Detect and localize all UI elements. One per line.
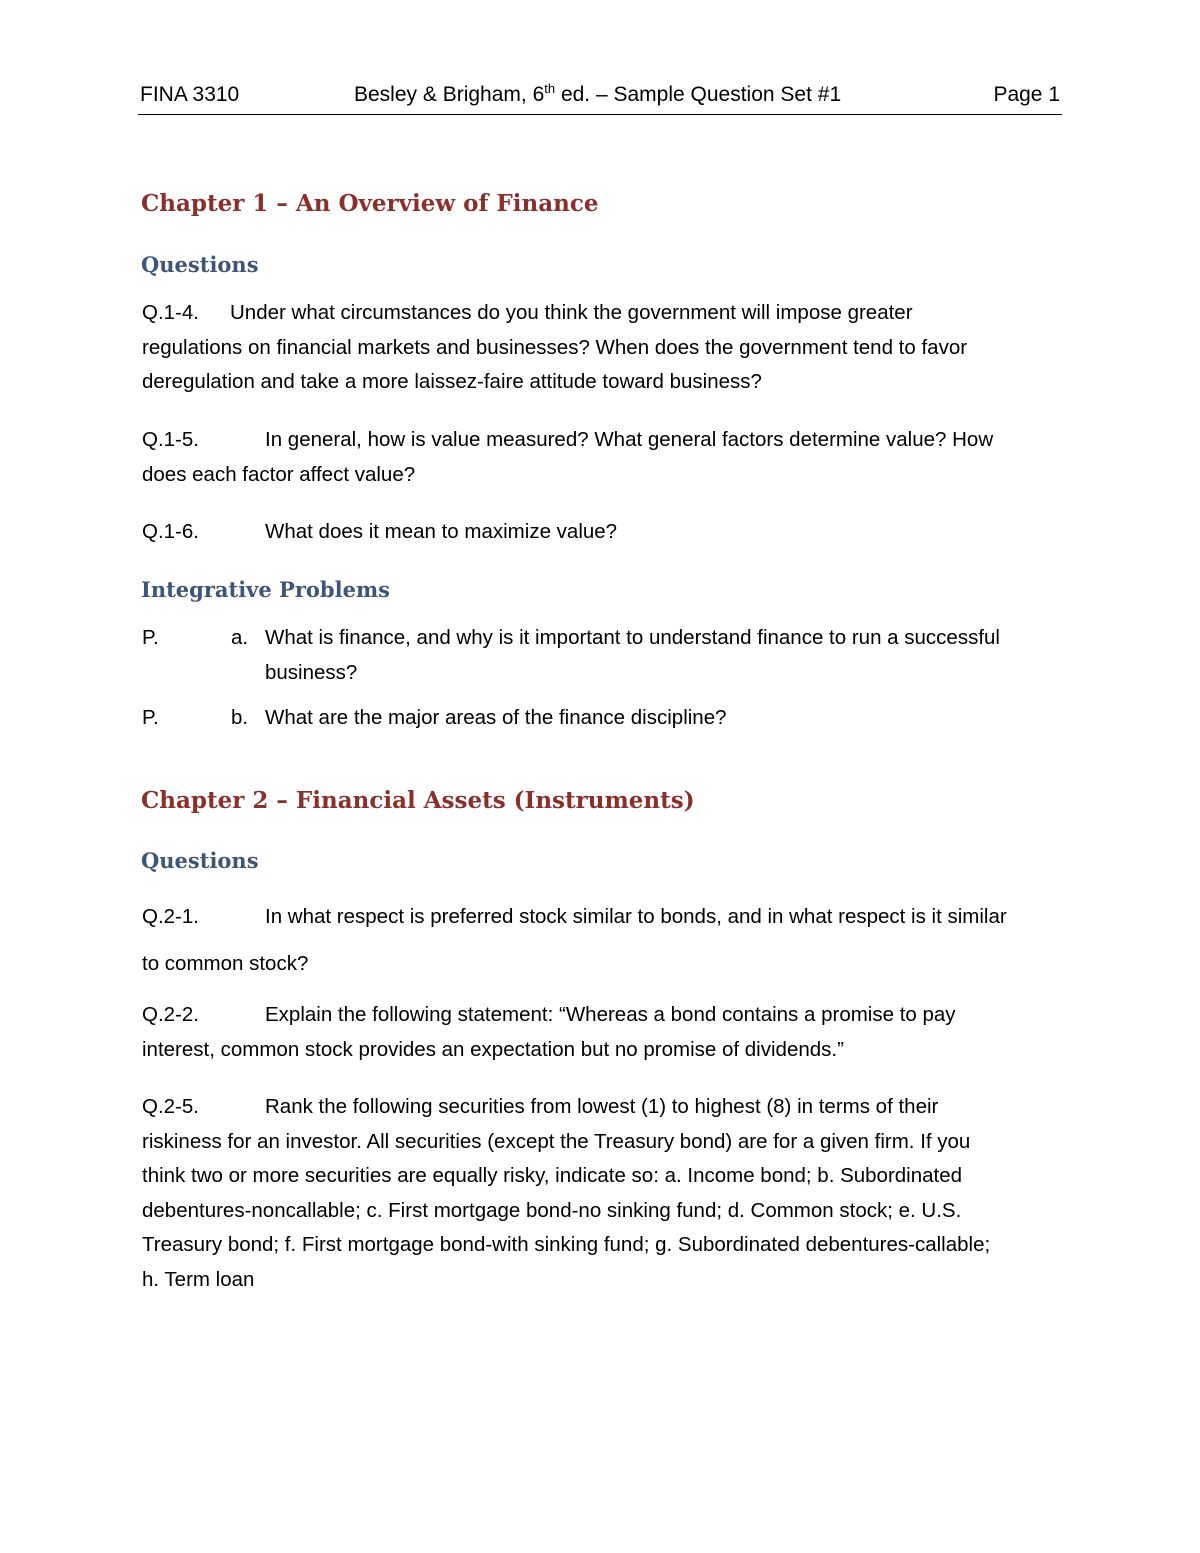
problem-label: P. [142, 706, 159, 729]
question-text: h. Term loan [142, 1267, 255, 1291]
header-title-sup: th [544, 81, 556, 96]
problem-a [142, 621, 1062, 691]
question-1-5 [142, 423, 1062, 492]
question-label: Q.2-5. [142, 1095, 199, 1118]
question-text: Treasury bond; f. First mortgage bond-with sinking fund; g. Subordinated debentures-callable; [142, 1233, 991, 1256]
header-course: FINA 3310 [140, 83, 240, 106]
header-page-number: Page 1 [993, 83, 1060, 106]
question-1-6 [142, 515, 1062, 550]
question-text: riskiness for an investor. All securities (except the Treasury bond) are for a given firm. If you [142, 1129, 971, 1153]
page-header [138, 80, 1062, 115]
question-text: Under what circumstances do you think the government will impose greater [230, 301, 913, 324]
problem-label: P. [142, 626, 159, 649]
question-1-4 [142, 296, 1062, 400]
problem-text: What is finance, and why is it important to understand finance to run a successful [265, 626, 1000, 649]
chapter-2-questions-heading: Questions [141, 848, 259, 873]
question-text: Explain the following statement: “Whereas a bond contains a promise to pay [265, 1003, 956, 1026]
question-text: Rank the following securities from lowest (1) to highest (8) in terms of their [265, 1095, 939, 1118]
problem-sub-label: a. [231, 626, 249, 649]
problem-text: What are the major areas of the finance discipline? [265, 706, 727, 729]
question-text: interest, common stock provides an expectation but no promise of dividends.” [142, 1037, 844, 1061]
chapter-2-title: Chapter 2 – Financial Assets (Instruments) [141, 787, 695, 814]
integrative-problems-heading: Integrative Problems [141, 577, 390, 602]
chapter-1-title: Chapter 1 – An Overview of Finance [141, 190, 599, 217]
problem-b [142, 701, 1062, 736]
question-text: What does it mean to maximize value? [265, 520, 618, 543]
question-text: In general, how is value measured? What general factors determine value? How [265, 428, 994, 451]
question-text: In what respect is preferred stock similar to bonds, and in what respect is it similar [265, 905, 1007, 928]
question-label: Q.1-5. [142, 428, 199, 451]
header-title-post: ed. – Sample Question Set #1 [555, 83, 842, 106]
question-2-1 [142, 893, 1062, 987]
question-label: Q.1-6. [142, 520, 199, 543]
question-text: to common stock? [142, 952, 309, 975]
problem-text: business? [265, 660, 358, 684]
question-label: Q.1-4. [142, 301, 199, 324]
question-text: regulations on financial markets and businesses? When does the government tend to favor [142, 335, 968, 359]
header-title-pre: Besley & Brigham, 6 [354, 83, 545, 106]
question-text: think two or more securities are equally risky, indicate so: a. Income bond; b. Subordinated [142, 1164, 963, 1187]
chapter-1-questions-heading: Questions [141, 252, 259, 277]
question-label: Q.2-2. [142, 1003, 199, 1026]
question-text: does each factor affect value? [142, 462, 416, 486]
question-2-5 [142, 1090, 1062, 1297]
question-text: deregulation and take a more laissez-faire attitude toward business? [142, 370, 762, 393]
question-text: debentures-noncallable; c. First mortgage bond-no sinking fund; d. Common stock; e. U.S. [142, 1198, 962, 1222]
problem-sub-label: b. [231, 706, 249, 729]
question-2-2 [142, 998, 1062, 1067]
question-label: Q.2-1. [142, 905, 199, 928]
header-title [354, 83, 841, 107]
